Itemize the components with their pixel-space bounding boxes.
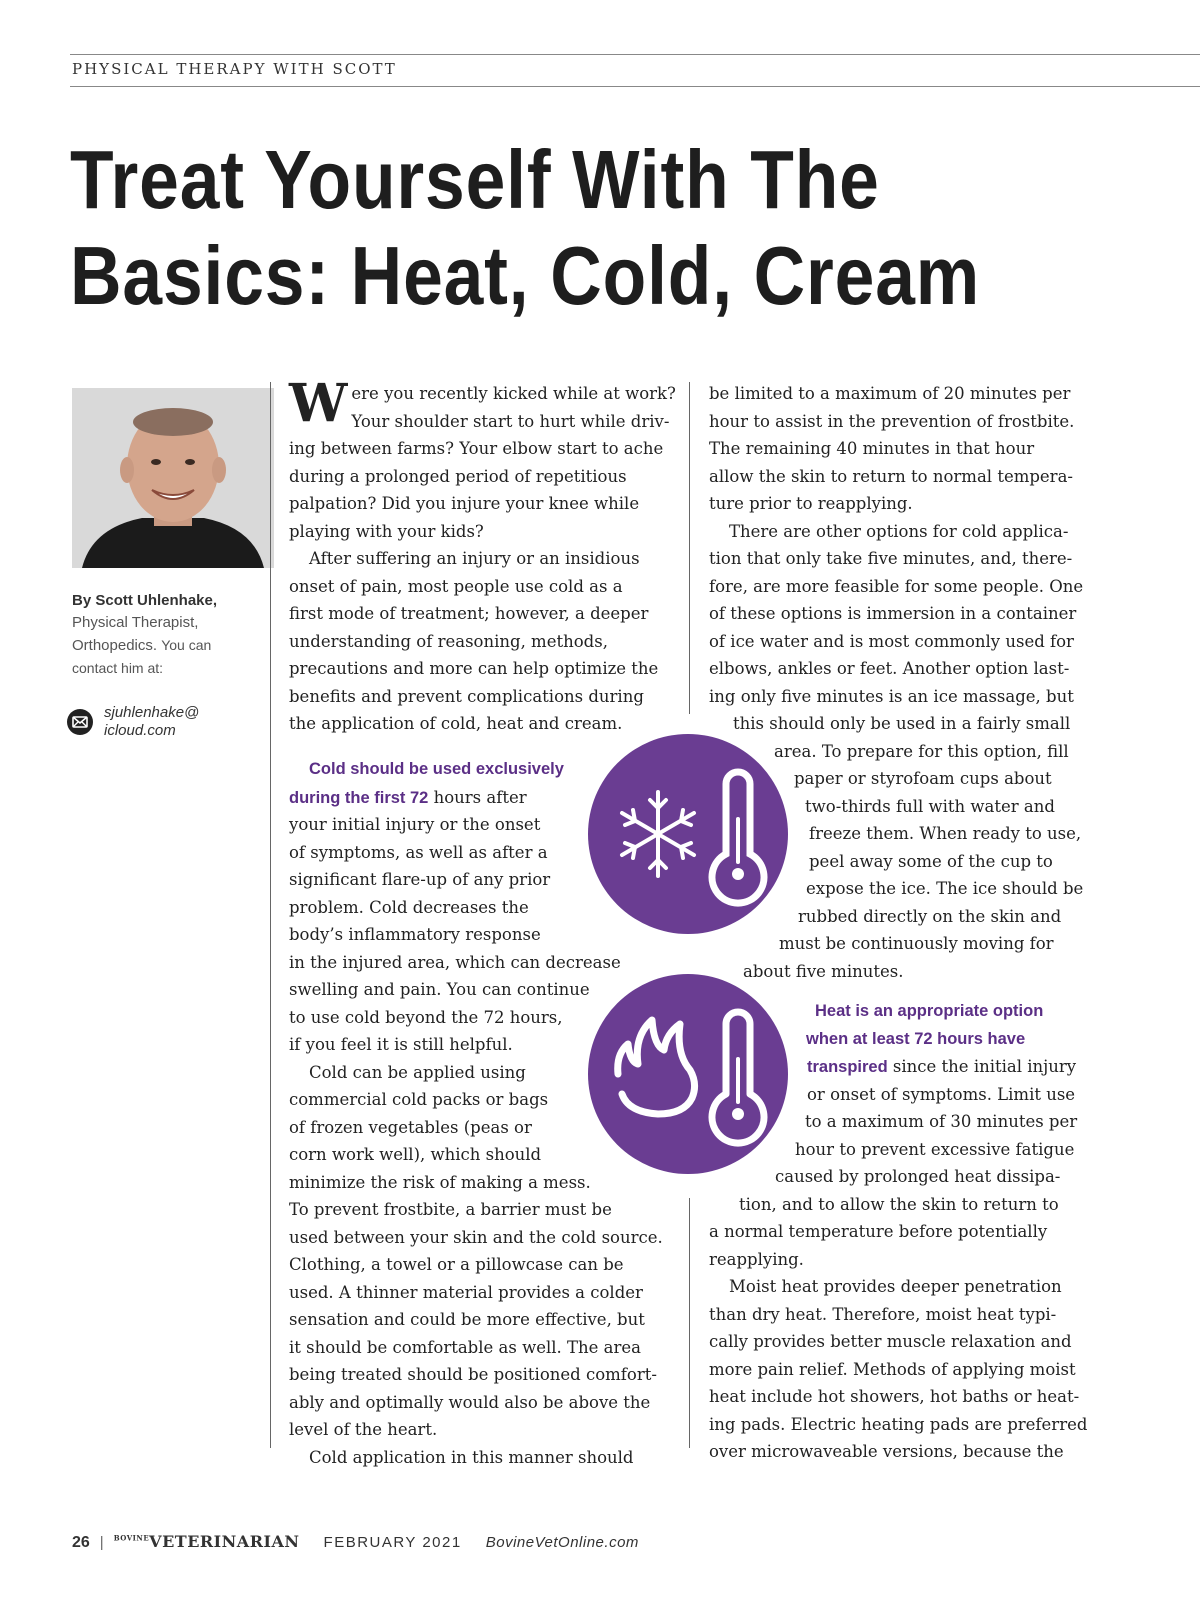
text-line: the application of cold, heat and cream. <box>289 714 623 733</box>
text-line: since the initial injury <box>887 1057 1077 1076</box>
text-line: Moist heat provides deeper penetration <box>729 1277 1062 1296</box>
text-line: over microwaveable versions, because the <box>709 1442 1064 1461</box>
text-line: problem. Cold decreases the <box>289 897 529 917</box>
text-line: of ice water and is most commonly used for <box>709 631 1074 651</box>
text-line: fore, are more feasible for some people. One <box>709 576 1084 596</box>
text-line: to a maximum of 30 minutes per <box>805 1112 1078 1131</box>
text-line: if you feel it is still helpful. <box>289 1035 513 1054</box>
text-line: elbows, ankles or feet. Another option last- <box>709 659 1070 678</box>
contact-lead: You can <box>161 637 212 653</box>
text-line: rubbed directly on the skin and <box>798 906 1062 926</box>
text-line: about five minutes. <box>743 961 904 981</box>
text-line: be limited to a maximum of 20 minutes per <box>709 384 1071 403</box>
text-line: being treated should be positioned comfort- <box>289 1365 657 1384</box>
text-line: hour to assist in the prevention of frostbite. <box>709 411 1075 431</box>
text-line: a normal temperature before potentially <box>709 1222 1048 1241</box>
text-line: level of the heart. <box>289 1420 438 1439</box>
email-line-2[interactable]: icloud.com <box>104 722 176 739</box>
column-divider-right-top <box>689 382 690 714</box>
cold-kicker: Cold should be used exclusively <box>309 760 564 778</box>
text-line: of frozen vegetables (peas or <box>289 1117 532 1137</box>
text-line: palpation? Did you injure your knee while <box>289 494 640 513</box>
text-line: area. To prepare for this option, fill <box>774 741 1069 761</box>
author-title: Physical Therapist, <box>72 614 199 631</box>
heat-kicker-3: transpired <box>807 1058 888 1076</box>
text-line: ere you recently kicked while at work? <box>351 384 676 403</box>
text-line: tion, and to allow the skin to return to <box>739 1194 1059 1214</box>
text-line: paper or styrofoam cups about <box>794 769 1052 788</box>
text-line: swelling and pain. You can continue <box>289 980 590 999</box>
text-line: minimize the risk of making a mess. <box>289 1172 591 1192</box>
text-line: significant flare-up of any prior <box>289 870 551 889</box>
text-line: benefits and prevent complications during <box>289 686 644 706</box>
flame-thermometer-icon <box>588 974 788 1174</box>
text-line: heat include hot showers, hot baths or heat- <box>709 1387 1080 1406</box>
section-label: PHYSICAL THERAPY WITH SCOTT <box>72 60 397 78</box>
text-line: After suffering an injury or an insidious <box>309 549 640 568</box>
text-line: cally provides better muscle relaxation and <box>709 1332 1072 1351</box>
top-rule <box>70 54 1200 55</box>
text-line: than dry heat. Therefore, moist heat typi- <box>709 1304 1057 1324</box>
heat-kicker: Heat is an appropriate option <box>815 1002 1044 1020</box>
footer-separator: | <box>99 1534 104 1551</box>
text-line: hour to prevent excessive fatigue <box>795 1139 1075 1159</box>
text-line: sensation and could be more effective, but <box>289 1310 645 1329</box>
text-line: allow the skin to return to normal tempera- <box>709 466 1073 486</box>
text-line: ing only five minutes is an ice massage, but <box>709 686 1074 706</box>
text-line: your initial injury or the onset <box>289 815 541 834</box>
contact-lead-2: contact him at: <box>72 660 164 676</box>
text-line: freeze them. When ready to use, <box>809 824 1082 843</box>
text-line: Cold can be applied using <box>309 1062 526 1082</box>
author-photo <box>72 388 274 568</box>
author-specialty: Orthopedics. <box>72 637 158 654</box>
text-line: it should be comfortable as well. The area <box>289 1337 641 1357</box>
text-line: To prevent frostbite, a barrier must be <box>289 1200 612 1219</box>
author-name: By Scott Uhlenhake, <box>72 592 218 609</box>
column-1-intro <box>289 373 676 738</box>
text-line: ing pads. Electric heating pads are preferred <box>709 1414 1088 1434</box>
text-line: precautions and more can help optimize the <box>289 659 659 678</box>
issue-date: FEBRUARY 2021 <box>323 1534 462 1551</box>
text-line: ture prior to reapplying. <box>709 494 913 513</box>
text-line: used. A thinner material provides a colder <box>289 1282 643 1302</box>
text-line: Clothing, a towel or a pillowcase can be <box>289 1255 624 1274</box>
page-footer <box>72 1532 639 1552</box>
text-line: to use cold beyond the 72 hours, <box>289 1007 563 1027</box>
text-line: commercial cold packs or bags <box>289 1090 549 1109</box>
text-line: during a prolonged period of repetitious <box>289 466 627 486</box>
text-line: corn work well), which should <box>289 1145 542 1164</box>
text-line: hours after <box>428 787 527 807</box>
author-byline <box>72 590 262 679</box>
text-line: in the injured area, which can decrease <box>289 952 621 972</box>
author-email[interactable] <box>66 704 224 740</box>
cold-kicker-2: during the first 72 <box>289 788 429 807</box>
heat-kicker-2: when at least 72 hours have <box>806 1029 1026 1048</box>
text-line: or onset of symptoms. Limit use <box>807 1084 1076 1104</box>
text-line: of these options is immersion in a container <box>709 604 1077 623</box>
text-line: more pain relief. Methods of applying moist <box>709 1359 1076 1379</box>
section-rule <box>70 86 1200 87</box>
text-line: Your shoulder start to hurt while driv- <box>351 411 670 431</box>
text-line: ing between farms? Your elbow start to ache <box>289 439 664 458</box>
text-line: There are other options for cold applica- <box>729 521 1069 541</box>
text-line: understanding of reasoning, methods, <box>289 631 608 651</box>
text-line: caused by prolonged heat dissipa- <box>775 1167 1061 1186</box>
magazine-logo: $^{BOVINE}$VETERINARIAN <box>113 1532 300 1551</box>
text-line: this should only be used in a fairly small <box>733 714 1071 733</box>
column-divider-right-bottom <box>689 1198 690 1448</box>
headline <box>70 132 1016 324</box>
page-number: 26 <box>72 1534 90 1551</box>
text-line: tion that only take five minutes, and, there- <box>709 549 1073 568</box>
text-line: Cold application in this manner should <box>309 1447 634 1467</box>
text-line: of symptoms, as well as after a <box>289 842 548 862</box>
column-divider-left <box>270 382 271 1448</box>
headline-line-1: Treat Yourself With The <box>70 133 880 226</box>
envelope-icon <box>66 708 94 736</box>
text-line: reapplying. <box>709 1249 804 1269</box>
drop-cap: W <box>289 373 348 434</box>
snowflake-thermometer-icon <box>588 734 788 934</box>
text-line: ably and optimally would also be above the <box>289 1392 651 1412</box>
text-line: first mode of treatment; however, a deeper <box>289 604 649 623</box>
email-line-1[interactable]: sjuhlenhake@ <box>104 704 200 721</box>
text-line: used between your skin and the cold source. <box>289 1227 663 1247</box>
text-line: expose the ice. The ice should be <box>806 879 1084 898</box>
text-line: two-thirds full with water and <box>805 796 1055 816</box>
text-line: peel away some of the cup to <box>809 851 1053 871</box>
text-line: must be continuously moving for <box>779 934 1054 953</box>
text-line: onset of pain, most people use cold as a <box>289 576 623 596</box>
website-link[interactable]: BovineVetOnline.com <box>485 1534 639 1551</box>
text-line: body’s inflammatory response <box>289 925 541 944</box>
headline-line-2: Basics: Heat, Cold, Cream <box>70 229 981 322</box>
text-line: The remaining 40 minutes in that hour <box>709 439 1035 458</box>
text-line: playing with your kids? <box>289 521 484 541</box>
